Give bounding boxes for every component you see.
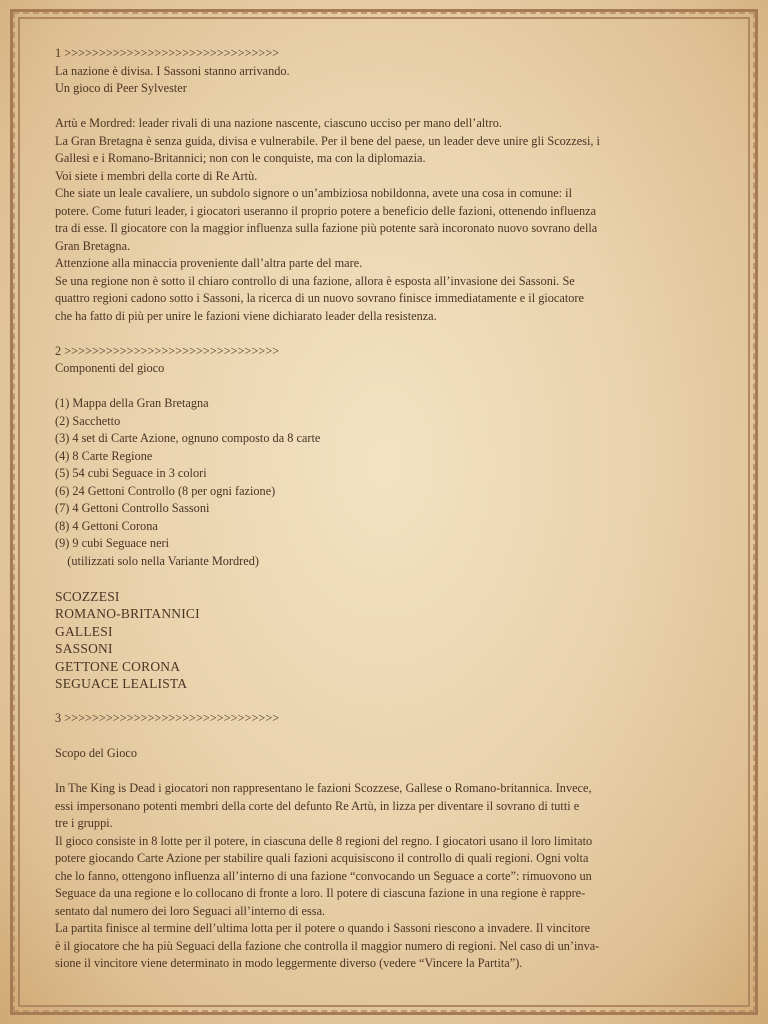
intro-line: La Gran Bretagna è senza guida, divisa e vulnerabile. Per il bene del paese, un leader deve unire gli Scozzesi, i	[55, 133, 600, 148]
body-line: Seguace da una regione e lo collocano di fronte a loro. Il potere di ciascuna fazione in una regione è rappre-	[55, 886, 586, 900]
body-line: Il gioco consiste in 8 lotte per il potere, in ciascuna delle 8 regioni del regno. I giocatori usano il loro limitato	[55, 833, 593, 848]
intro-line: Che siate un leale cavaliere, un subdolo signore o un’ambiziosa nobildonna, avete una cosa in comune: il	[55, 186, 572, 200]
intro-line: che ha fatto di più per unire le fazioni viene dichiarato leader della resistenza.	[55, 308, 437, 323]
component-item: (1) Mappa della Gran Bretagna	[55, 396, 209, 410]
component-item: (2) Sacchetto	[55, 413, 121, 428]
component-item: (3) 4 set di Carte Azione, ognuno composto da 8 carte	[55, 431, 321, 445]
faction-label: SCOZZESI	[55, 588, 120, 604]
component-item: (4) 8 Carte Regione	[55, 448, 153, 463]
body-line: è il giocatore che ha più Seguaci della fazione che controlla il maggior numero di regioni. Nel caso di un’inva-	[55, 938, 600, 953]
intro-line: Gran Bretagna.	[55, 238, 131, 253]
intro-line: Se una regione non è sotto il chiaro controllo di una fazione, allora è esposta all’invasione dei Sassoni. Se	[55, 273, 575, 288]
intro-line: Artù e Mordred: leader rivali di una nazione nascente, ciascuno ucciso per mano dell’altro.	[55, 116, 502, 130]
token-label: GETTONE CORONA	[55, 658, 181, 674]
tagline: La nazione è divisa. I Sassoni stanno arrivando.	[55, 63, 290, 78]
intro-line: Voi siete i membri della corte di Re Artù.	[55, 168, 258, 183]
token-label: SEGUACE LEALISTA	[55, 676, 188, 691]
component-item-note: (utilizzati solo nella Variante Mordred)	[55, 553, 259, 568]
body-line: essi impersonano potenti membri della corte del defunto Re Artù, in lizza per diventare il sovrano di tutti e	[55, 798, 580, 813]
intro-line: Gallesi e i Romano-Britannici; non con le conquiste, ma con la diplomazia.	[55, 151, 426, 165]
section-2-marker: 2 >>>>>>>>>>>>>>>>>>>>>>>>>>>>>>>	[55, 343, 280, 358]
intro-line: potere. Come futuri leader, i giocatori useranno il proprio potere a beneficio delle fazioni, ottenendo influenza	[55, 203, 597, 218]
body-line: che lo fanno, ottengono influenza all’interno di una fazione “convocando un Seguace a corte”: rimuovono un	[55, 868, 592, 883]
section-3-marker: 3 >>>>>>>>>>>>>>>>>>>>>>>>>>>>>>>	[55, 711, 280, 725]
component-item: (8) 4 Gettoni Corona	[55, 518, 158, 533]
body-line: La partita finisce al termine dell’ultima lotta per il potere o quando i Sassoni riescono a invadere. Il vincitore	[55, 921, 591, 935]
body-line: sentato dal numero dei loro Seguaci all’interno di essa.	[55, 903, 326, 918]
section-2-title: Componenti del gioco	[55, 361, 165, 375]
faction-label: GALLESI	[55, 623, 113, 639]
intro-line: tra di esse. Il giocatore con la maggior influenza sulla fazione più potente sarà incoronato nuovo sovrano della	[55, 221, 598, 235]
section-3-title: Scopo del Gioco	[55, 746, 137, 760]
body-line: potere giocando Carte Azione per stabilire quali fazioni acquisiscono il controllo di quali regioni. Ogni volta	[55, 851, 589, 865]
body-line: sione il vincitore viene determinato in modo leggermente diverso (vedere “Vincere la Partita”).	[55, 956, 523, 970]
intro-line: Attenzione alla minaccia proveniente dall’altra parte del mare.	[55, 256, 363, 270]
faction-label: ROMANO-BRITANNICI	[55, 606, 200, 621]
section-1-marker: 1 >>>>>>>>>>>>>>>>>>>>>>>>>>>>>>>	[55, 46, 280, 60]
intro-line: quattro regioni cadono sotto i Sassoni, la ricerca di un nuovo sovrano finisce immediatamente e il giocatore	[55, 291, 584, 305]
author-line: Un gioco di Peer Sylvester	[55, 81, 187, 95]
component-item: (6) 24 Gettoni Controllo (8 per ogni fazione)	[55, 483, 276, 498]
component-item: (9) 9 cubi Seguace neri	[55, 536, 170, 550]
faction-label: SASSONI	[55, 641, 113, 656]
document-content	[55, 45, 720, 973]
component-item: (7) 4 Gettoni Controllo Sassoni	[55, 501, 210, 515]
component-item: (5) 54 cubi Seguace in 3 colori	[55, 466, 207, 480]
body-line: tre i gruppi.	[55, 816, 113, 830]
body-line: In The King is Dead i giocatori non rappresentano le fazioni Scozzese, Gallese o Romano-britannica. Invece,	[55, 781, 592, 795]
